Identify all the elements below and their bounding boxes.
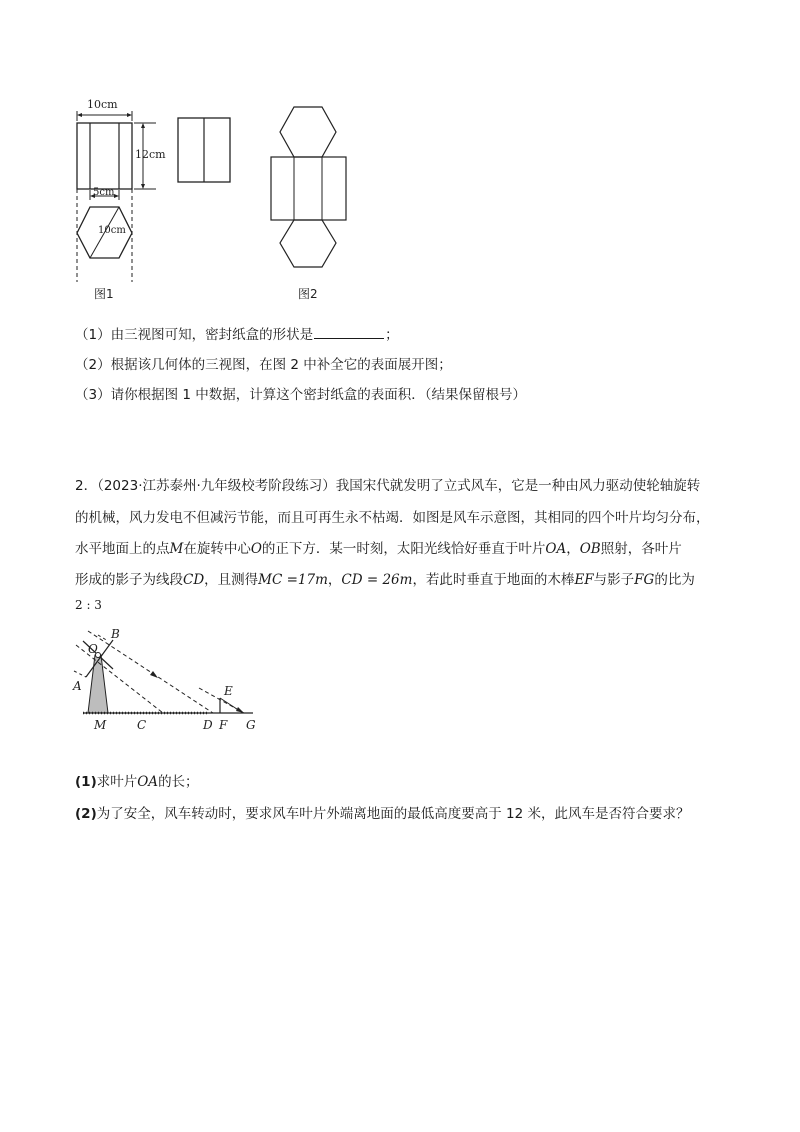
figure-1-label: 图1 <box>94 287 114 301</box>
point-g-label: G <box>246 718 256 732</box>
net-top-hexagon <box>280 107 336 157</box>
q1-item-1: （1）由三视图可知，密封纸盒的形状是 ； <box>75 327 399 343</box>
question-number: 2． <box>75 478 98 494</box>
windmill-diagram <box>68 625 268 735</box>
net-bottom-hexagon <box>280 220 336 267</box>
point-a-label: A <box>73 679 82 693</box>
point-c-label: C <box>137 718 147 732</box>
question-source: （2023·江苏泰州·九年级校考阶段练习） <box>97 478 336 494</box>
q2-sub-1: (1)求叶片OA的长； <box>75 774 199 790</box>
point-m-label: M <box>94 718 107 732</box>
point-b-label: B <box>111 627 120 641</box>
point-f-label: F <box>219 718 228 732</box>
q1-item-2: （2）根据该几何体的三视图，在图 2 中补全它的表面展开图； <box>75 357 452 373</box>
q2-line-1: 2．（2023·江苏泰州·九年级校考阶段练习）我国宋代就发明了立式风车，它是一种由风力驱动使轮轴旋转 <box>75 478 701 494</box>
q2-sub-2: (2)为了安全，风车转动时，要求风车叶片外端离地面的最低高度要高于 12 米，此风车是否符合要求？ <box>75 806 690 822</box>
dim-diag-label: 10cm <box>98 225 126 236</box>
figure-2-label: 图2 <box>298 287 318 301</box>
front-view <box>77 123 132 189</box>
dim-right-label: 12cm <box>135 148 166 161</box>
point-o-label: O <box>88 642 98 656</box>
windmill-tower <box>88 655 108 713</box>
dim-top-label: 10cm <box>87 98 118 111</box>
net-rectangles <box>271 157 346 220</box>
q2-line-4: 形成的影子为线段CD，且测得MC =17m，CD = 26m，若此时垂直于地面的木棒EF与影子FG的比为 <box>75 572 695 588</box>
q2-line-3: 水平地面上的点M在旋转中心O的正下方．某一时刻，太阳光线恰好垂直于叶片OA，OB照射，各叶片 <box>75 541 682 557</box>
q2-ratio: 2 : 3 <box>75 598 102 612</box>
side-view <box>177 117 232 185</box>
q2-line-2: 的机械，风力发电不但减污节能，而且可再生永不枯竭．如图是风车示意图，其相同的四个叶片均匀分布， <box>75 510 710 526</box>
answer-blank[interactable] <box>314 326 384 339</box>
point-d-label: D <box>203 718 213 732</box>
figure-1-three-views <box>60 90 190 305</box>
q1-item-3: （3）请你根据图 1 中数据，计算这个密封纸盒的表面积．（结果保留根号） <box>75 387 527 403</box>
point-e-label: E <box>224 684 233 698</box>
dim-small-label: 5cm <box>93 187 115 198</box>
figure-2-net <box>265 105 355 305</box>
